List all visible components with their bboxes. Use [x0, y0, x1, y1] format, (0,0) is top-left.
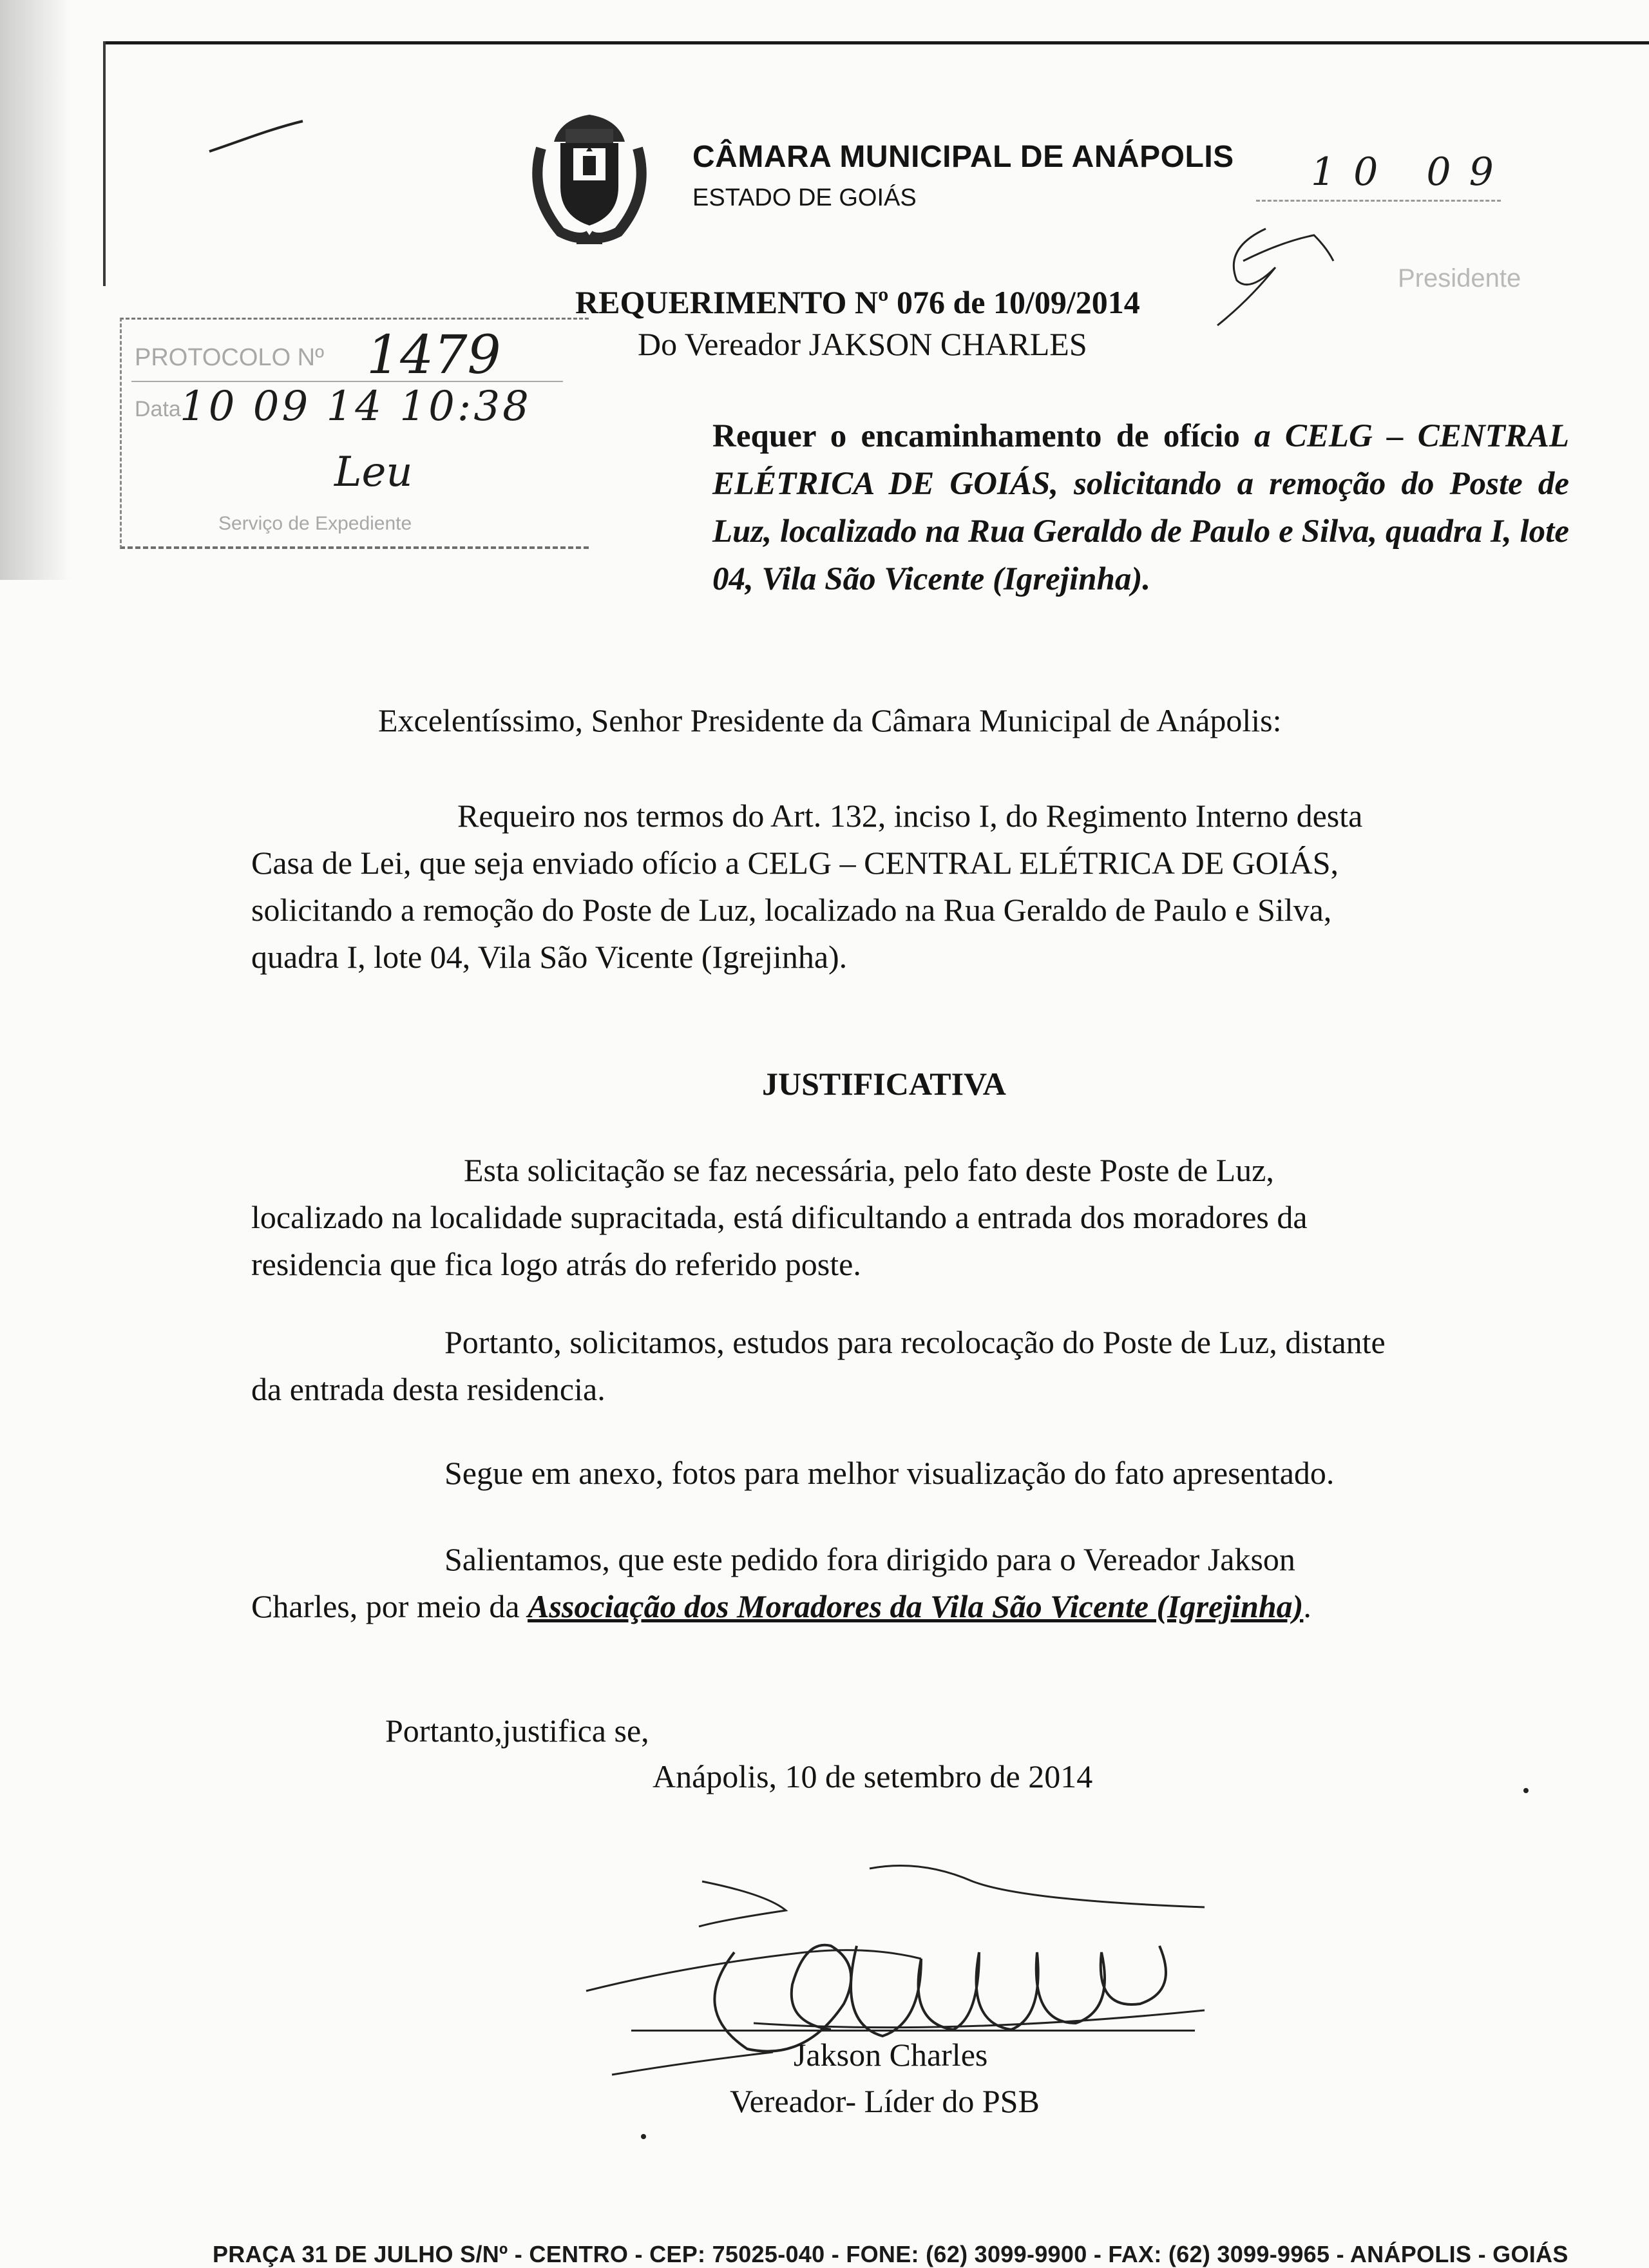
handwritten-date: 10 09 — [1311, 149, 1512, 195]
faint-president-stamp: Presidente — [1398, 264, 1521, 293]
header-rule — [103, 41, 1649, 44]
therefore-paragraph — [251, 1319, 1572, 1413]
protocol-date: 10 09 14 10:38 — [180, 383, 531, 430]
margin-rule — [103, 41, 106, 286]
summary-text: a CELG – CENTRAL ELÉTRICA DE GOIÁS, solicitando a remoção do Poste de Luz, localizado na Rua Geraldo de Paulo e Silva, quadra I, lote 04, Vila São Vicente (Igrejinha). — [712, 418, 1569, 597]
state-name: ESTADO DE GOIÁS — [692, 184, 917, 211]
stamp-divider — [131, 381, 563, 382]
signer-role: Vereador- Líder do PSB — [730, 2083, 1040, 2119]
scan-shadow — [0, 0, 71, 580]
salutation: Excelentíssimo, Senhor Presidente da Câmara Municipal de Anápolis: — [378, 702, 1282, 738]
summary-lead: Requer o encaminhamento de ofício — [712, 418, 1240, 454]
association-name: Associação dos Moradores da Vila São Vicente (Igrejinha) — [528, 1588, 1304, 1624]
place-date: Anápolis, 10 de setembro de 2014 — [653, 1758, 1093, 1794]
footer-address: PRAÇA 31 DE JULHO S/Nº - CENTRO - CEP: 75025-040 - FONE: (62) 3099-9900 - FAX: (62) 3099-9965 - ANÁPOLIS - GOIÁS — [213, 2241, 1568, 2267]
date-line — [1256, 200, 1501, 202]
handwritten-mark — [1205, 222, 1340, 332]
coat-of-arms-emblem — [515, 103, 663, 251]
paragraph-line: da entrada desta residencia. — [251, 1371, 605, 1407]
clerk-initials: Leu — [334, 448, 413, 496]
signer-name: Jakson Charles — [794, 2037, 988, 2073]
emphasis-prefix: Charles, por meio da — [251, 1588, 528, 1624]
pen-stroke — [206, 116, 309, 161]
paragraph-line: Requeiro nos termos do Art. 132, inciso I, do Regimento Interno desta — [457, 798, 1363, 834]
paragraph-line: solicitando a remoção do Poste de Luz, localizado na Rua Geraldo de Paulo e Silva, — [251, 892, 1332, 928]
request-summary — [712, 412, 1569, 603]
institution-name: CÂMARA MUNICIPAL DE ANÁPOLIS — [692, 140, 1234, 174]
paragraph-line: Salientamos, que este pedido fora dirigido para o Vereador Jakson — [444, 1541, 1295, 1577]
justification-paragraph — [251, 1147, 1572, 1288]
paragraph-line: residencia que fica logo atrás do referido poste. — [251, 1246, 861, 1282]
annex-paragraph: Segue em anexo, fotos para melhor visualização do fato apresentado. — [444, 1455, 1335, 1491]
emphasis-suffix: . — [1303, 1588, 1311, 1624]
date-label: Data — [135, 397, 181, 421]
stamp-footer: Serviço de Expediente — [218, 513, 412, 534]
paragraph-line: Portanto, solicitamos, estudos para recolocação do Poste de Luz, distante — [444, 1324, 1386, 1360]
paragraph-line: localizado na localidade supracitada, está dificultando a entrada dos moradores da — [251, 1199, 1308, 1235]
request-author: Do Vereador JAKSON CHARLES — [638, 326, 1087, 362]
ink-dot — [1523, 1788, 1529, 1793]
signature-line — [631, 2030, 1195, 2032]
emphasis-paragraph — [251, 1536, 1572, 1630]
protocol-number: 1479 — [367, 325, 501, 386]
protocol-label: PROTOCOLO Nº — [135, 344, 324, 371]
paragraph-line: Casa de Lei, que seja enviado ofício a CELG – CENTRAL ELÉTRICA DE GOIÁS, — [251, 845, 1339, 881]
protocol-stamp — [120, 318, 589, 549]
justification-heading: JUSTIFICATIVA — [762, 1066, 1006, 1102]
request-paragraph — [251, 793, 1572, 981]
ink-dot — [641, 2134, 646, 2139]
paragraph-line: quadra I, lote 04, Vila São Vicente (Igrejinha). — [251, 939, 848, 975]
closing-phrase: Portanto,justifica se, — [385, 1713, 649, 1749]
paragraph-line: Esta solicitação se faz necessária, pelo fato deste Poste de Luz, — [464, 1152, 1274, 1188]
request-title: REQUERIMENTO Nº 076 de 10/09/2014 — [575, 284, 1140, 320]
